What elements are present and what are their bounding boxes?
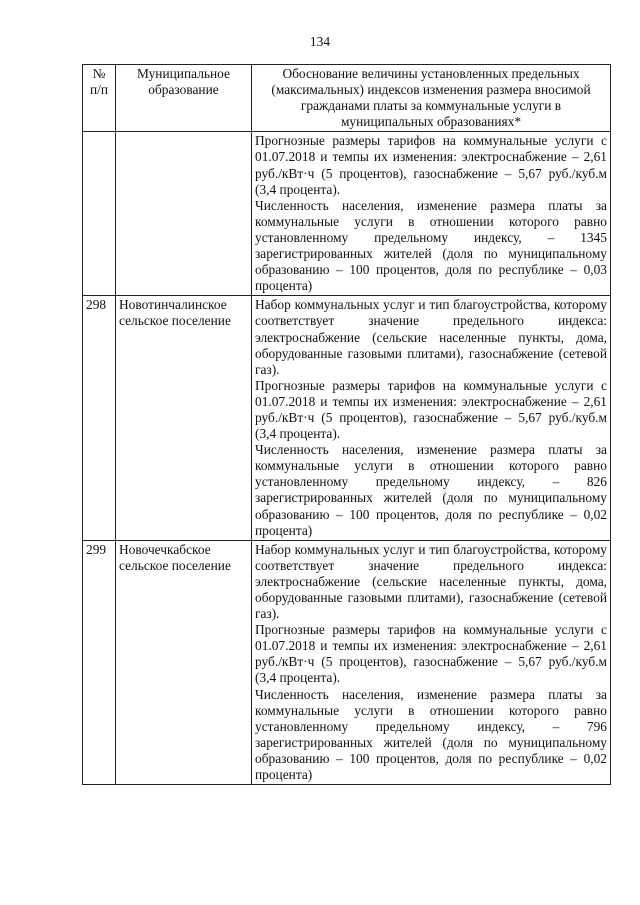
header-number: № п/п	[83, 65, 116, 132]
row-justification	[252, 540, 611, 784]
row-municipality: Новочечкабское сельское поселение	[116, 540, 252, 784]
justification-paragraph: Набор коммунальных услуг и тип благоустройства, которому соответствует значение предельного индекса: электроснабжение (сельские населенные пункты, дома, оборудованные газовыми плитами), газоснабжение (сетевой газ).	[255, 541, 607, 622]
justification-paragraph: Численность населения, изменение размера платы за коммунальные услуги в отношении которого равно установленному предельному индексу, – 826 зарегистрированных жителей (доля по муниципальному образованию – 100 процентов, доля по республике – 0,02 процента)	[255, 442, 607, 538]
header-municipality: Муниципальное образование	[116, 65, 252, 132]
table-row	[83, 540, 611, 784]
page-number: 134	[309, 34, 331, 49]
row-justification	[252, 132, 611, 296]
row-justification	[252, 296, 611, 540]
table-row	[83, 132, 611, 296]
table-row	[83, 296, 611, 540]
tariff-justification-table	[82, 64, 611, 785]
justification-paragraph: Набор коммунальных услуг и тип благоустройства, которому соответствует значение предельного индекса: электроснабжение (сельские населенные пункты, дома, оборудованные газовыми плитами), газоснабжение (сетевой газ).	[255, 297, 607, 377]
row-number	[83, 132, 116, 296]
justification-paragraph: Прогнозные размеры тарифов на коммунальные услуги с 01.07.2018 и темпы их изменения: электроснабжение – 2,61 руб./кВт·ч (5 процентов), газоснабжение – 5,67 руб./куб.м (3,4 процента).	[255, 133, 607, 197]
row-number: 298	[83, 296, 116, 540]
row-municipality	[116, 132, 252, 296]
justification-paragraph: Численность населения, изменение размера платы за коммунальные услуги в отношении которого равно установленному предельному индексу, – 1345 зарегистрированных жителей (доля по муниципальному образованию – 100 процентов, доля по республике – 0,03 процента)	[255, 197, 607, 294]
header-justification: Обоснование величины установленных предельных (максимальных) индексов изменения размера вносимой гражданами платы за коммунальные услуги в муниципальных образованиях*	[252, 65, 611, 132]
justification-paragraph: Прогнозные размеры тарифов на коммунальные услуги с 01.07.2018 и темпы их изменения: электроснабжение – 2,61 руб./кВт·ч (5 процентов), газоснабжение – 5,67 руб./куб.м (3,4 процента).	[255, 377, 607, 442]
justification-paragraph: Численность населения, изменение размера платы за коммунальные услуги в отношении которого равно установленному предельному индексу, – 796 зарегистрированных жителей (доля по муниципальному образованию – 100 процентов, доля по республике – 0,02 процента)	[255, 686, 607, 783]
justification-paragraph: Прогнозные размеры тарифов на коммунальные услуги с 01.07.2018 и темпы их изменения: электроснабжение – 2,61 руб./кВт·ч (5 процентов), газоснабжение – 5,67 руб./куб.м (3,4 процента).	[255, 622, 607, 686]
row-number: 299	[83, 540, 116, 784]
table-body	[83, 132, 611, 785]
row-municipality: Новотинчалинское сельское поселение	[116, 296, 252, 540]
table-header-row	[83, 65, 611, 132]
